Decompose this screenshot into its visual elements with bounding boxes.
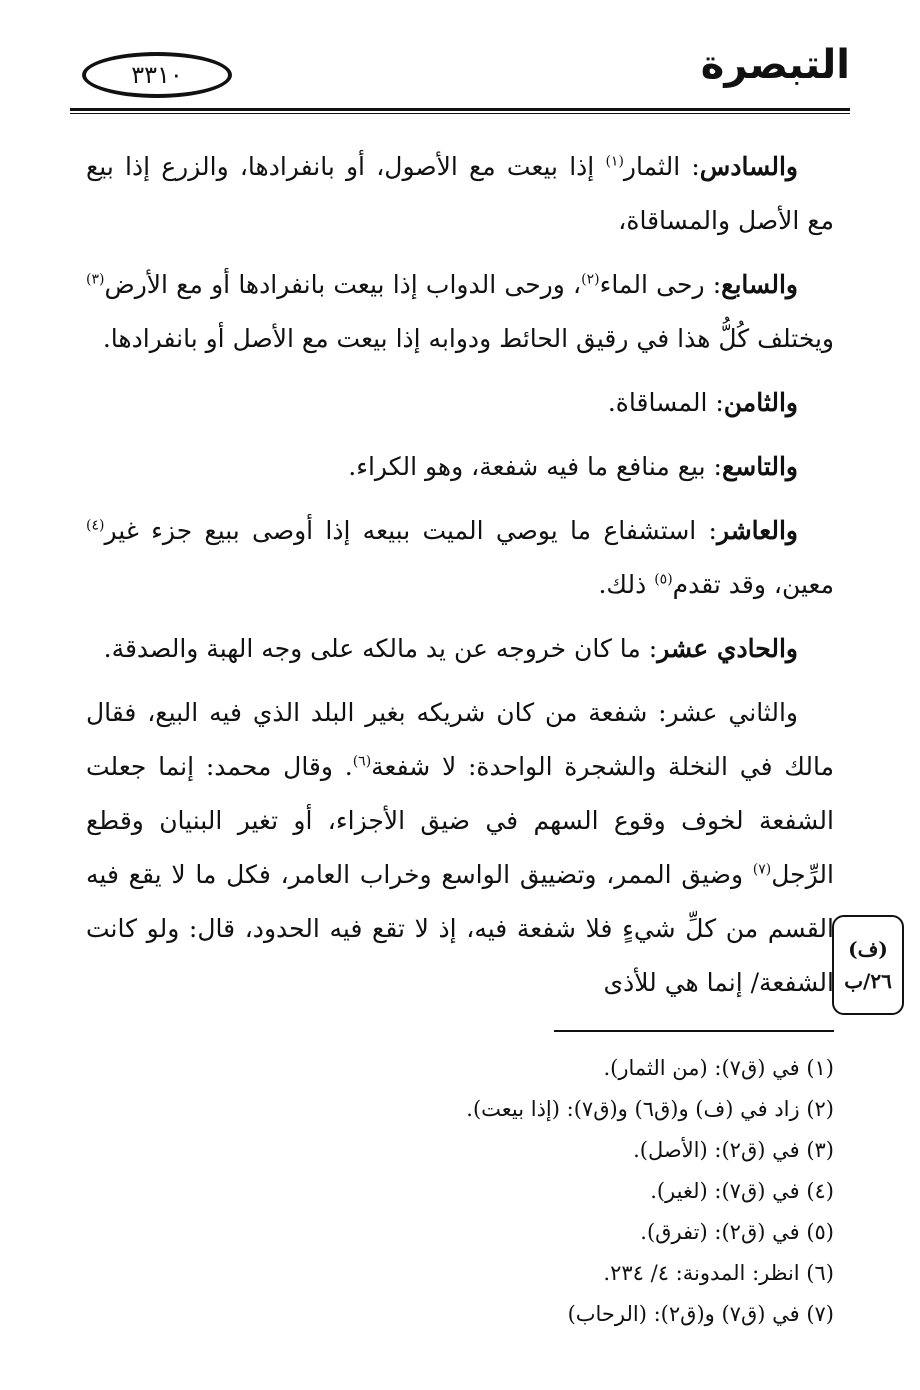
footnote: (٦) انظر: المدونة: ٤/ ٢٣٤. <box>603 1261 834 1285</box>
paragraph-lead: والثامن <box>723 388 798 417</box>
paragraph-text: والثاني عشر: شفعة من كان شريكه بغير البلد الذي فيه البيع، فقال مالك في النخلة والشجرة الواحدة: لا شفعة <box>86 698 834 781</box>
footnote-separator <box>554 1030 834 1032</box>
footnote: (٥) في (ق٢): (تفرق). <box>640 1220 834 1244</box>
footnote-ref: (٦) <box>352 753 372 770</box>
paragraph-text: ، ورحى الدواب إذا بيعت بانفرادها أو مع الأرض <box>104 270 582 299</box>
paragraph <box>86 140 834 248</box>
page-number-badge <box>82 52 232 98</box>
footnote-ref: (٤) <box>86 517 105 534</box>
footnote: (٧) في (ق٧) و(ق٢): (الرحاب) <box>567 1302 834 1326</box>
paragraph-text: : الثمار <box>623 152 700 181</box>
page-number: ٣٣١٠ <box>131 61 183 89</box>
header-rule <box>70 108 850 111</box>
footnotes <box>86 1048 834 1335</box>
footnote: (٢) زاد في (ف) و(ق٦) و(ق٧): (إذا بيعت). <box>466 1097 834 1121</box>
manuscript-margin-note <box>832 915 904 1015</box>
paragraph-text: إذا بيعت مع الأصول، أو بانفرادها، والزرع إذا بيع مع الأصل والمساقاة، <box>86 152 834 235</box>
paragraph <box>86 440 834 494</box>
paragraph-text: ذلك. <box>598 570 655 599</box>
footnote-ref: (١) <box>605 153 624 170</box>
margin-note-source: (ف) <box>848 937 888 961</box>
paragraph-text: : بيع منافع ما فيه شفعة، وهو الكراء. <box>348 452 722 481</box>
footnote-ref: (٧) <box>752 861 772 878</box>
book-title: التبصرة <box>700 42 850 88</box>
footnote-ref: (٢) <box>581 271 600 288</box>
paragraph <box>86 622 834 676</box>
paragraph <box>86 504 834 612</box>
paragraph-text: وضيق الممر، وتضييق الواسع وخراب العامر، فكل ما لا يقع فيه القسم من كلِّ شيءٍ فلا شفعة فيه، إذ لا تقع فيه الحدود، قال: ولو كانت الشفعة/ إنما هي للأذى <box>86 860 834 997</box>
paragraph-text: معين، وقد تقدم <box>672 570 834 599</box>
footnote: (١) في (ق٧): (من الثمار). <box>603 1056 834 1080</box>
header-rule-thin <box>70 113 850 114</box>
paragraph-lead: والعاشر <box>716 516 798 545</box>
paragraph-lead: والسادس <box>699 152 799 181</box>
paragraph-text: : استشفاع ما يوصي الميت ببيعه إذا أوصى ببيع جزء غير <box>104 516 717 545</box>
paragraph-lead: والسابع <box>721 270 798 299</box>
paragraph-text: : ما كان خروجه عن يد مالكه على وجه الهبة والصدقة. <box>103 634 658 663</box>
footnote-ref: (٣) <box>86 271 105 288</box>
paragraph-text: . وقال محمد: إنما جعلت الشفعة لخوف وقوع السهم في ضيق الأجزاء، أو تغير البنيان وقطع الرِّجل <box>86 752 834 889</box>
main-text <box>86 140 834 1020</box>
footnote-ref: (٥) <box>654 571 673 588</box>
paragraph-lead: والتاسع <box>721 452 798 481</box>
paragraph-text: ويختلف كُلُّ هذا في رقيق الحائط ودوابه إذا بيعت مع الأصل أو بانفرادها. <box>102 324 834 353</box>
paragraph-text: : رحى الماء <box>599 270 722 299</box>
page-header <box>70 42 850 122</box>
footnote: (٤) في (ق٧): (لغير). <box>650 1179 834 1203</box>
margin-note-folio: ٢٦/ب <box>844 969 892 993</box>
paragraph-lead: والحادي عشر <box>657 634 798 663</box>
paragraph <box>86 376 834 430</box>
paragraph <box>86 258 834 366</box>
paragraph <box>86 686 834 1010</box>
footnote: (٣) في (ق٢): (الأصل). <box>633 1138 834 1162</box>
paragraph-text: : المساقاة. <box>607 388 724 417</box>
